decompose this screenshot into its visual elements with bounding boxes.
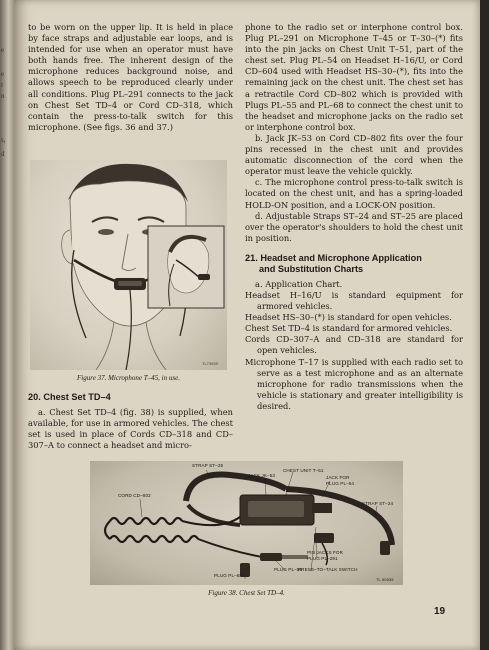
application-chart-line: Headset HS–30–(*) is standard for open vehicles. [245,312,452,323]
label-pin-jacks-line1: PIN JACKS FOR [307,550,344,555]
label-press-to-talk-switch: PRESS–TO–TALK SWITCH [298,567,358,572]
figure-37-photo [30,160,227,370]
paragraph-microphone-t45: to be worn on the upper lip. It is held in place by face straps and adjustable ear loops, and is intended for use when an operator must have both hands free. The inherent design of the microphone reduces background noise, and allows speech to be reproduced clearly under all conditions. Plug PL–291 connects to the jack on Chest Set TD–4 or Cord CD–318, which contain the press-to-talk switch for this microphone. (See figs. 36 and 37.) [28,22,233,132]
right-column [245,22,463,412]
label-plug-pl55: PLUG PL–55 [274,567,303,572]
prev-page-fragment: s, [1,136,6,144]
label-jack-for-plug-pl54-line2: PLUG PL–54 [326,481,355,486]
label-pin-jacks-line2: PLUG PL–291 [307,556,338,561]
prev-page-fragment: d [1,150,5,158]
section-20-heading: 20. Chest Set TD–4 [28,392,111,402]
paragraph-21a: a. Application Chart. [255,278,343,289]
label-jack-for-plug-pl54-line1: JACK FOR [326,475,350,480]
figure-38-photo [90,461,403,585]
application-chart-line: Chest Set TD–4 is standard for armored vehicles. [245,323,453,334]
previous-page-edge [0,0,14,650]
label-jack-jk53: JACK JK–53 [248,473,276,478]
section-21-heading-line1: 21. Headset and Microphone Application [245,252,422,263]
left-column-bottom [28,392,233,451]
label-plug-pl68: PLUG PL–68 [214,573,243,578]
label-chest-unit: CHEST UNIT T–51 [283,468,324,473]
application-chart-line: Microphone T–17 is supplied with each radio set to serve as a test microphone and as an alternate microphone for radio transmissions when the vehicle is stationary and greater intelligibility is desired. [245,356,463,411]
section-21-heading-line2: and Substitution Charts [259,264,364,275]
prev-page-fragment: e [1,46,5,54]
paragraph-20a: a. Chest Set TD–4 (fig. 38) is supplied, when available, for use in armored vehicles. The chest set is used in place of Cords CD–318 and CD–307–A to connect a headset and micro- [28,406,233,450]
prev-page-fragment: n [1,92,5,100]
paragraph-20a-continued: phone to the radio set or interphone control box. Plug PL–291 on Microphone T–45 or T–30–(*) fits into the pin jacks on Chest Unit T–51, part of the chest set. Plug PL–54 on Headset H–16/U, or Cord CD–604 used with Headset HS–30–(*), fits into the remaining jack on the chest unit. The chest set has a retractile Cord CD–802 which is provided with Plugs PL–55 and PL–68 to connect the chest unit to the headset and microphone jacks on the radio set or interphone control box. [245,22,463,132]
document-page [14,0,480,650]
application-chart-line: Headset H–16/U is standard equipment for armored vehicles. [245,289,463,312]
paragraph-20c: c. The microphone control press-to-talk switch is located on the chest unit, and has a spring-loaded HOLD-ON position, and a LOCK-ON position. [245,177,463,210]
prev-page-fragment: r [1,81,4,89]
figure-38-code: TL 90935 [376,577,394,582]
application-chart-line: Cords CD–307–A and CD–318 are standard for open vehicles. [245,334,463,356]
figure-38-caption: Figure 38. Chest Set TD–4. [208,589,285,597]
microphone-in-use-illustration [30,160,227,370]
paragraph-20b: b. Jack JK–53 on Cord CD–802 fits over the four pins recessed in the chest unit and provides automatic disconnection of the cord when the operator must leave the vehicle quickly. [245,132,463,177]
figure-37-code: TL73939 [202,361,218,366]
figure-37-caption: Figure 37. Microphone T–45, in use. [77,374,180,382]
page-number: 19 [434,606,446,617]
label-strap-st24: STRAP ST–24 [362,501,394,506]
paragraph-20d: d. Adjustable Straps ST–24 and ST–25 are placed over the operator's shoulders to hold the chest unit in position. [245,210,463,243]
label-strap-st25: STRAP ST–25 [192,463,224,468]
label-cord-cd802: CORD CD–802 [118,493,151,498]
left-column-top [28,22,233,133]
prev-page-fragment: e [1,70,5,78]
